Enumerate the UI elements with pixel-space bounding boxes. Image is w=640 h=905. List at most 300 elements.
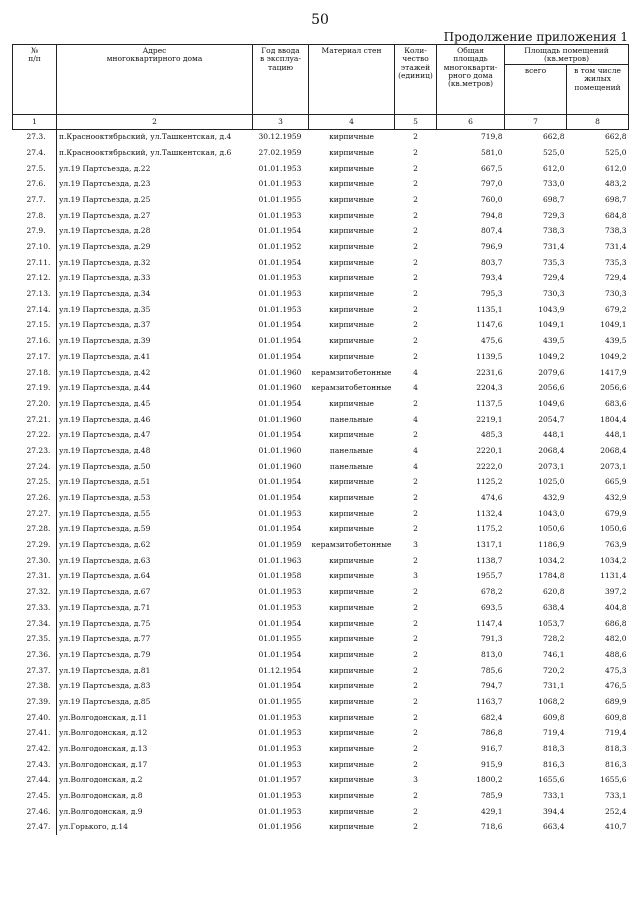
address-cell: ул.19 Партсъезда, д.67 <box>59 587 151 597</box>
premises-area-cell: 2056,6 <box>538 383 565 393</box>
floors-cell: 2 <box>413 257 418 267</box>
column-number: 6 <box>437 115 505 130</box>
floors-cell: 2 <box>413 744 418 754</box>
premises-area-cell: 2068,4 <box>538 445 565 455</box>
row-number: 27.13. <box>13 286 57 302</box>
premises-area-cell: 1025,0 <box>538 477 565 487</box>
year-cell: 27.02.1959 <box>258 147 302 157</box>
row-number: 27.34. <box>13 616 57 632</box>
table-row <box>13 820 629 836</box>
premises-area-cell: 663,4 <box>543 822 565 832</box>
living-area-cell: 1417,9 <box>600 367 627 377</box>
table-row <box>13 694 629 710</box>
wall-material-cell: кирпичные <box>329 477 374 487</box>
total-area-cell: 795,3 <box>481 289 503 299</box>
floors-cell: 2 <box>413 634 418 644</box>
premises-area-cell: 719,4 <box>543 728 565 738</box>
address-cell: ул.Волгодонская, д.17 <box>59 759 148 769</box>
living-area-cell: 612,0 <box>605 163 627 173</box>
row-number: 27.37. <box>13 663 57 679</box>
premises-area-cell: 1034,2 <box>538 555 565 565</box>
table-row <box>13 349 629 365</box>
address-cell: ул.19 Партсъезда, д.55 <box>59 508 151 518</box>
living-area-cell: 729,4 <box>605 273 627 283</box>
address-cell: ул.19 Партсъезда, д.71 <box>59 602 151 612</box>
year-cell: 01.01.1958 <box>258 571 302 581</box>
table-row <box>13 224 629 240</box>
address-cell: ул.19 Партсъезда, д.77 <box>59 634 151 644</box>
floors-cell: 2 <box>413 336 418 346</box>
column-number: 4 <box>309 115 395 130</box>
premises-area-cell: 698,7 <box>543 194 565 204</box>
address-cell: ул.Горького, д.14 <box>59 822 128 832</box>
wall-material-cell: кирпичные <box>329 728 374 738</box>
floors-cell: 2 <box>413 398 418 408</box>
premises-area-cell: 733,1 <box>543 791 565 801</box>
wall-material-cell: кирпичные <box>329 257 374 267</box>
wall-material-cell: кирпичные <box>329 147 374 157</box>
row-number: 27.3. <box>13 130 57 146</box>
living-area-cell: 609,8 <box>605 712 627 722</box>
address-cell: ул.19 Партсъезда, д.62 <box>59 540 151 550</box>
floors-cell: 2 <box>413 304 418 314</box>
total-area-cell: 786,8 <box>481 728 503 738</box>
wall-material-cell: кирпичные <box>329 163 374 173</box>
row-number: 27.26. <box>13 490 57 506</box>
address-cell: ул.19 Партсъезда, д.44 <box>59 383 151 393</box>
year-cell: 01.01.1953 <box>258 304 302 314</box>
wall-material-cell: кирпичные <box>329 226 374 236</box>
year-cell: 01.01.1954 <box>258 477 302 487</box>
living-area-cell: 719,4 <box>605 728 627 738</box>
table-row <box>13 663 629 679</box>
living-area-cell: 397,2 <box>605 587 627 597</box>
year-cell: 01.01.1953 <box>258 712 302 722</box>
floors-cell: 2 <box>413 618 418 628</box>
table-row <box>13 475 629 491</box>
floors-cell: 4 <box>413 367 418 377</box>
premises-area-cell: 729,3 <box>543 210 565 220</box>
living-area-cell: 679,9 <box>605 508 627 518</box>
wall-material-cell: панельные <box>329 445 374 455</box>
living-area-cell: 1804,4 <box>600 414 627 424</box>
wall-material-cell: кирпичные <box>329 132 374 142</box>
row-number: 27.35. <box>13 632 57 648</box>
total-area-cell: 678,2 <box>481 587 503 597</box>
living-area-cell: 1050,6 <box>600 524 627 534</box>
wall-material-cell: кирпичные <box>329 336 374 346</box>
premises-area-cell: 1050,6 <box>538 524 565 534</box>
premises-area-cell: 1784,8 <box>538 571 565 581</box>
address-cell: ул.19 Партсъезда, д.63 <box>59 555 151 565</box>
floors-cell: 2 <box>413 822 418 832</box>
living-area-cell: 476,5 <box>605 681 627 691</box>
premises-area-cell: 1043,0 <box>538 508 565 518</box>
floors-cell: 4 <box>413 445 418 455</box>
wall-material-cell: кирпичные <box>329 649 374 659</box>
row-number: 27.11. <box>13 255 57 271</box>
total-area-cell: 1138,7 <box>476 555 503 565</box>
table-row <box>13 710 629 726</box>
total-area-cell: 1132,4 <box>476 508 503 518</box>
table-row <box>13 506 629 522</box>
row-number: 27.45. <box>13 788 57 804</box>
floors-cell: 2 <box>413 477 418 487</box>
row-number: 27.9. <box>13 224 57 240</box>
year-cell: 01.01.1955 <box>258 696 302 706</box>
column-number: 5 <box>395 115 437 130</box>
living-area-cell: 686,8 <box>605 618 627 628</box>
header-address: Адрес многоквартирного дома <box>57 45 253 115</box>
premises-area-cell: 1068,2 <box>538 696 565 706</box>
wall-material-cell: кирпичные <box>329 587 374 597</box>
row-number: 27.12. <box>13 271 57 287</box>
table-row <box>13 145 629 161</box>
address-cell: ул.19 Партсъезда, д.23 <box>59 179 151 189</box>
address-cell: ул.19 Партсъезда, д.27 <box>59 210 151 220</box>
premises-area-cell: 733,0 <box>543 179 565 189</box>
living-area-cell: 1049,2 <box>600 351 627 361</box>
floors-cell: 3 <box>413 571 418 581</box>
living-area-cell: 482,0 <box>605 634 627 644</box>
floors-cell: 2 <box>413 759 418 769</box>
year-cell: 01.01.1953 <box>258 163 302 173</box>
row-number: 27.23. <box>13 443 57 459</box>
table-row <box>13 600 629 616</box>
row-number: 27.25. <box>13 475 57 491</box>
row-number: 27.8. <box>13 208 57 224</box>
floors-cell: 2 <box>413 226 418 236</box>
row-number: 27.16. <box>13 333 57 349</box>
living-area-cell: 735,3 <box>605 257 627 267</box>
address-cell: ул.19 Партсъезда, д.47 <box>59 430 151 440</box>
living-area-cell: 483,2 <box>605 179 627 189</box>
living-area-cell: 252,4 <box>605 806 627 816</box>
address-cell: ул.19 Партсъезда, д.51 <box>59 477 151 487</box>
living-area-cell: 763,9 <box>605 540 627 550</box>
row-number: 27.17. <box>13 349 57 365</box>
address-cell: ул.19 Партсъезда, д.48 <box>59 445 151 455</box>
row-number: 27.7. <box>13 192 57 208</box>
year-cell: 01.01.1954 <box>258 649 302 659</box>
address-cell: ул.19 Партсъезда, д.41 <box>59 351 151 361</box>
wall-material-cell: кирпичные <box>329 493 374 503</box>
year-cell: 01.01.1953 <box>258 273 302 283</box>
row-number: 27.31. <box>13 569 57 585</box>
year-cell: 01.01.1953 <box>258 602 302 612</box>
row-number: 27.40. <box>13 710 57 726</box>
address-cell: ул.19 Партсъезда, д.34 <box>59 289 151 299</box>
table-row <box>13 616 629 632</box>
total-area-cell: 1139,5 <box>476 351 503 361</box>
premises-area-cell: 448,1 <box>543 430 565 440</box>
wall-material-cell: кирпичные <box>329 289 374 299</box>
year-cell: 01.01.1953 <box>258 587 302 597</box>
header-area-total: Общая площадь многокварти- рного дома (кв.метров) <box>437 45 505 115</box>
year-cell: 01.01.1954 <box>258 681 302 691</box>
year-cell: 01.01.1960 <box>258 383 302 393</box>
row-number: 27.19. <box>13 381 57 397</box>
floors-cell: 2 <box>413 194 418 204</box>
total-area-cell: 682,4 <box>481 712 503 722</box>
year-cell: 01.01.1954 <box>258 226 302 236</box>
wall-material-cell: кирпичные <box>329 242 374 252</box>
wall-material-cell: кирпичные <box>329 304 374 314</box>
address-cell: ул.19 Партсъезда, д.81 <box>59 665 151 675</box>
header-num: № п/п <box>13 45 57 115</box>
premises-area-cell: 731,4 <box>543 242 565 252</box>
total-area-cell: 429,1 <box>481 806 503 816</box>
year-cell: 01.01.1959 <box>258 540 302 550</box>
row-number: 27.27. <box>13 506 57 522</box>
table-row <box>13 569 629 585</box>
row-number: 27.42. <box>13 741 57 757</box>
floors-cell: 2 <box>413 163 418 173</box>
total-area-cell: 813,0 <box>481 649 503 659</box>
year-cell: 01.01.1953 <box>258 806 302 816</box>
row-number: 27.44. <box>13 773 57 789</box>
living-area-cell: 1655,6 <box>600 775 627 785</box>
floors-cell: 2 <box>413 712 418 722</box>
year-cell: 01.01.1963 <box>258 555 302 565</box>
total-area-cell: 1317,1 <box>476 540 503 550</box>
row-number: 27.30. <box>13 553 57 569</box>
table-row <box>13 255 629 271</box>
table-row <box>13 396 629 412</box>
address-cell: ул.Волгодонская, д.12 <box>59 728 148 738</box>
table-row <box>13 239 629 255</box>
living-area-cell: 698,7 <box>605 194 627 204</box>
header-premises-all: всего <box>505 65 567 115</box>
address-cell: ул.19 Партсъезда, д.39 <box>59 336 151 346</box>
floors-cell: 2 <box>413 508 418 518</box>
column-number: 3 <box>253 115 309 130</box>
floors-cell: 2 <box>413 493 418 503</box>
row-number: 27.39. <box>13 694 57 710</box>
living-area-cell: 662,8 <box>605 132 627 142</box>
address-cell: ул.19 Партсъезда, д.28 <box>59 226 151 236</box>
year-cell: 01.12.1954 <box>258 665 302 675</box>
wall-material-cell: керамзитобетонные <box>311 383 392 393</box>
table-row <box>13 381 629 397</box>
total-area-cell: 915,9 <box>481 759 503 769</box>
premises-area-cell: 728,2 <box>543 634 565 644</box>
living-area-cell: 2056,6 <box>600 383 627 393</box>
floors-cell: 2 <box>413 806 418 816</box>
premises-area-cell: 2073,1 <box>538 461 565 471</box>
year-cell: 01.01.1954 <box>258 351 302 361</box>
address-cell: ул.19 Партсъезда, д.64 <box>59 571 151 581</box>
table-row <box>13 679 629 695</box>
row-number: 27.4. <box>13 145 57 161</box>
table-row <box>13 161 629 177</box>
living-area-cell: 439,5 <box>605 336 627 346</box>
premises-area-cell: 738,3 <box>543 226 565 236</box>
year-cell: 01.01.1954 <box>258 320 302 330</box>
premises-area-cell: 439,5 <box>543 336 565 346</box>
table-row <box>13 333 629 349</box>
wall-material-cell: керамзитобетонные <box>311 540 392 550</box>
column-number: 8 <box>567 115 629 130</box>
table-row <box>13 773 629 789</box>
premises-area-cell: 609,8 <box>543 712 565 722</box>
total-area-cell: 793,4 <box>481 273 503 283</box>
floors-cell: 4 <box>413 383 418 393</box>
year-cell: 01.01.1956 <box>258 822 302 832</box>
living-area-cell: 738,3 <box>605 226 627 236</box>
premises-area-cell: 1049,2 <box>538 351 565 361</box>
row-number: 27.22. <box>13 428 57 444</box>
floors-cell: 2 <box>413 524 418 534</box>
page-number: 50 <box>311 12 329 28</box>
table-row <box>13 490 629 506</box>
living-area-cell: 730,3 <box>605 289 627 299</box>
floors-cell: 3 <box>413 775 418 785</box>
living-area-cell: 816,3 <box>605 759 627 769</box>
floors-cell: 2 <box>413 351 418 361</box>
year-cell: 01.01.1953 <box>258 728 302 738</box>
living-area-cell: 684,8 <box>605 210 627 220</box>
year-cell: 01.01.1955 <box>258 634 302 644</box>
address-cell: ул.19 Партсъезда, д.37 <box>59 320 151 330</box>
table-row <box>13 130 629 146</box>
row-number: 27.15. <box>13 318 57 334</box>
floors-cell: 2 <box>413 555 418 565</box>
wall-material-cell: кирпичные <box>329 696 374 706</box>
wall-material-cell: кирпичные <box>329 555 374 565</box>
living-area-cell: 731,4 <box>605 242 627 252</box>
row-number: 27.18. <box>13 365 57 381</box>
total-area-cell: 2222,0 <box>476 461 503 471</box>
row-number: 27.6. <box>13 177 57 193</box>
premises-area-cell: 818,3 <box>543 744 565 754</box>
wall-material-cell: кирпичные <box>329 744 374 754</box>
column-number: 1 <box>13 115 57 130</box>
row-number: 27.47. <box>13 820 57 836</box>
wall-material-cell: кирпичные <box>329 524 374 534</box>
address-cell: п.Краснооктябрьский, ул.Ташкентская, д.6 <box>59 147 232 157</box>
year-cell: 01.01.1952 <box>258 242 302 252</box>
total-area-cell: 2220,1 <box>476 445 503 455</box>
row-number: 27.46. <box>13 804 57 820</box>
wall-material-cell: кирпичные <box>329 634 374 644</box>
premises-area-cell: 735,3 <box>543 257 565 267</box>
wall-material-cell: кирпичные <box>329 806 374 816</box>
wall-material-cell: кирпичные <box>329 430 374 440</box>
premises-area-cell: 720,2 <box>543 665 565 675</box>
total-area-cell: 791,3 <box>481 634 503 644</box>
header-premises-living: в том числе жилых помещений <box>567 65 629 115</box>
total-area-cell: 1137,5 <box>476 398 503 408</box>
floors-cell: 2 <box>413 147 418 157</box>
wall-material-cell: кирпичные <box>329 508 374 518</box>
total-area-cell: 2219,1 <box>476 414 503 424</box>
column-number-row <box>13 115 629 130</box>
wall-material-cell: кирпичные <box>329 571 374 581</box>
living-area-cell: 404,8 <box>605 602 627 612</box>
year-cell: 01.01.1953 <box>258 744 302 754</box>
address-cell: ул.19 Партсъезда, д.33 <box>59 273 151 283</box>
table-row <box>13 412 629 428</box>
address-cell: ул.19 Партсъезда, д.35 <box>59 304 151 314</box>
living-area-cell: 1131,4 <box>600 571 627 581</box>
row-number: 27.10. <box>13 239 57 255</box>
address-cell: ул.19 Партсъезда, д.85 <box>59 696 151 706</box>
year-cell: 01.01.1954 <box>258 524 302 534</box>
floors-cell: 2 <box>413 649 418 659</box>
total-area-cell: 1163,7 <box>476 696 503 706</box>
total-area-cell: 1147,4 <box>476 618 503 628</box>
year-cell: 01.01.1954 <box>258 618 302 628</box>
floors-cell: 2 <box>413 210 418 220</box>
year-cell: 01.01.1955 <box>258 194 302 204</box>
floors-cell: 2 <box>413 320 418 330</box>
premises-area-cell: 816,3 <box>543 759 565 769</box>
floors-cell: 2 <box>413 602 418 612</box>
table-row <box>13 271 629 287</box>
living-area-cell: 683,6 <box>605 398 627 408</box>
floors-cell: 2 <box>413 665 418 675</box>
column-number: 7 <box>505 115 567 130</box>
premises-area-cell: 662,8 <box>543 132 565 142</box>
total-area-cell: 474,6 <box>481 493 503 503</box>
address-cell: ул.Волгодонская, д.8 <box>59 791 143 801</box>
table-row <box>13 537 629 553</box>
year-cell: 01.01.1953 <box>258 210 302 220</box>
total-area-cell: 1135,1 <box>476 304 503 314</box>
premises-area-cell: 620,8 <box>543 587 565 597</box>
wall-material-cell: кирпичные <box>329 759 374 769</box>
floors-cell: 2 <box>413 681 418 691</box>
total-area-cell: 803,7 <box>481 257 503 267</box>
row-number: 27.21. <box>13 412 57 428</box>
premises-area-cell: 638,4 <box>543 602 565 612</box>
premises-area-cell: 1186,9 <box>538 540 565 550</box>
year-cell: 01.01.1954 <box>258 430 302 440</box>
row-number: 27.38. <box>13 679 57 695</box>
premises-area-cell: 1049,6 <box>538 398 565 408</box>
address-cell: ул.Волгодонская, д.11 <box>59 712 148 722</box>
living-area-cell: 1034,2 <box>600 555 627 565</box>
row-number: 27.29. <box>13 537 57 553</box>
living-area-cell: 410,7 <box>605 822 627 832</box>
table-row <box>13 318 629 334</box>
year-cell: 01.01.1954 <box>258 398 302 408</box>
year-cell: 01.01.1960 <box>258 414 302 424</box>
year-cell: 01.01.1954 <box>258 493 302 503</box>
year-cell: 01.01.1954 <box>258 257 302 267</box>
row-number: 27.24. <box>13 459 57 475</box>
table-row <box>13 804 629 820</box>
year-cell: 01.01.1953 <box>258 179 302 189</box>
wall-material-cell: кирпичные <box>329 398 374 408</box>
table-row <box>13 741 629 757</box>
table-row <box>13 757 629 773</box>
wall-material-cell: кирпичные <box>329 791 374 801</box>
total-area-cell: 807,4 <box>481 226 503 236</box>
table-row <box>13 788 629 804</box>
header-material: Материал стен <box>309 45 395 115</box>
row-number: 27.36. <box>13 647 57 663</box>
table-row <box>13 177 629 193</box>
living-area-cell: 679,2 <box>605 304 627 314</box>
wall-material-cell: кирпичные <box>329 320 374 330</box>
living-area-cell: 475,3 <box>605 665 627 675</box>
address-cell: ул.19 Партсъезда, д.53 <box>59 493 151 503</box>
floors-cell: 2 <box>413 587 418 597</box>
total-area-cell: 794,7 <box>481 681 503 691</box>
floors-cell: 2 <box>413 696 418 706</box>
